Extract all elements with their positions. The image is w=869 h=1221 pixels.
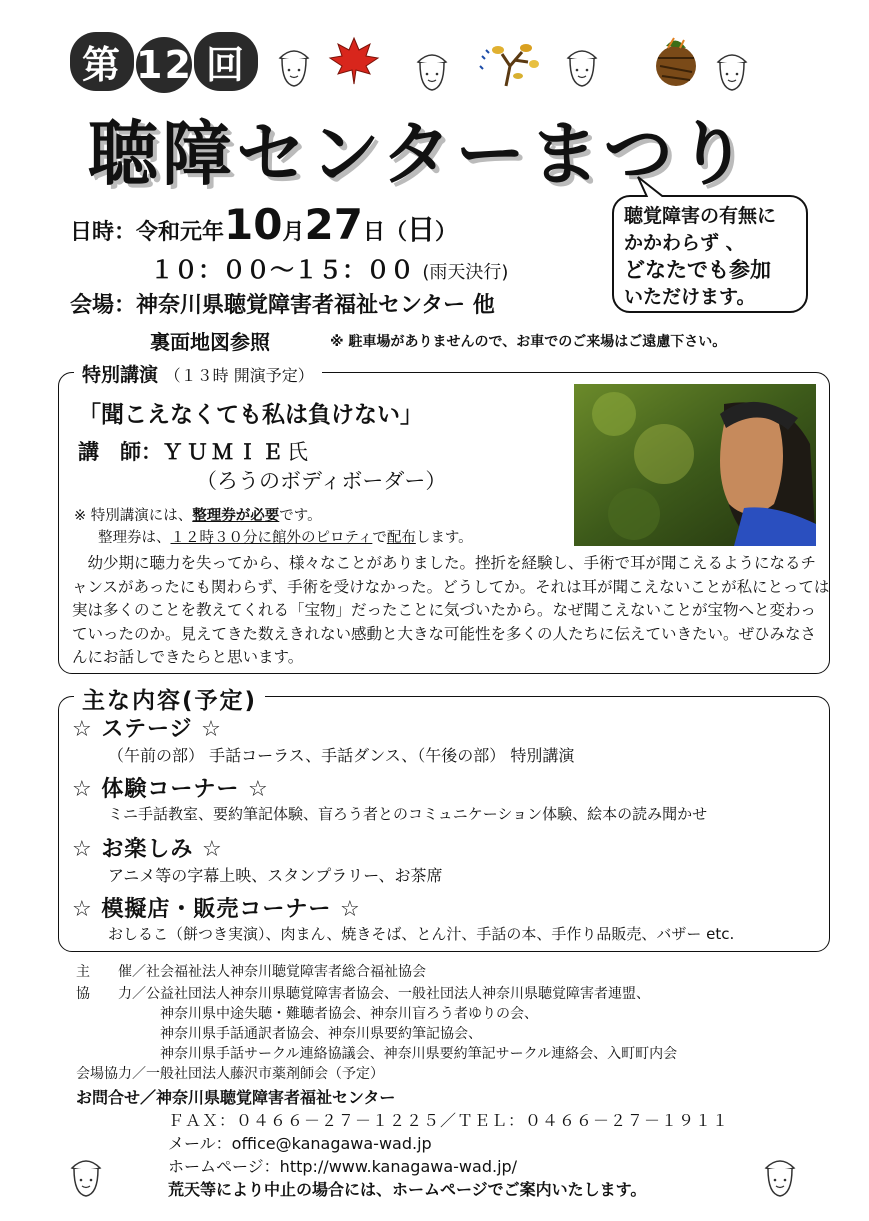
speaker-name: ＹＵＭＩＥ (162, 440, 287, 464)
bubble-tail-icon (636, 175, 676, 201)
bubble-line: 聴覚障害の有無に (624, 205, 777, 227)
weekday-close: ） (434, 220, 457, 245)
parking-note: ※ 駐車場がありませんので、お車でのご来場はご遠慮下さい。 (330, 334, 727, 350)
acorn-icon (274, 40, 314, 88)
organizer-host: 主 催／社会福祉法人神奈川聴覚障害者総合福祉協会 (76, 964, 426, 980)
contents-item-title: ☆ 体験コーナー ☆ (72, 777, 269, 802)
contents-item-desc: おしるこ（餅つき実演）、肉まん、焼きそば、とん汁、手話の本、手作り品販売、バザー etc. (108, 925, 735, 943)
acorn-icon (66, 1150, 106, 1198)
organizer-coop: 神奈川県手話通訳者協会、神奈川県要約筆記協会、 (160, 1026, 482, 1042)
event-date (70, 200, 457, 249)
month: 10 (224, 200, 283, 249)
speaker-label: 講 師： (78, 440, 162, 464)
maple-leaf-icon (326, 34, 382, 86)
speaker-role: （ろうのボディボーダー） (196, 469, 447, 493)
contents-item-title: ☆ 模擬店・販売コーナー ☆ (72, 897, 361, 922)
autumn-tree-icon (476, 36, 546, 88)
ticket-dist (98, 526, 473, 547)
ticket-dist-prefix: 整理券は、 (98, 530, 171, 546)
bubble-line: かかわらず 、 (624, 232, 745, 254)
contents-label: 主な内容(予定) (74, 682, 265, 715)
venue: 会場：神奈川県聴覚障害者福祉センター 他 (70, 293, 495, 318)
acorn-icon (712, 44, 752, 92)
acorn-icon (412, 44, 452, 92)
organizer-coop: 神奈川県中途失聴・難聴者協会、神奈川盲ろう者ゆりの会、 (160, 1006, 538, 1022)
day-unit: 日（ (362, 220, 407, 245)
organizer-coop: 協 力／公益社団法人神奈川県聴覚障害者協会、一般社団法人神奈川県聴覚障害者連盟、 (76, 986, 650, 1002)
lecture-body: 幼少期に聴力を失ってから、様々なことがありました。挫折を経験し、手術で耳が聞こえるようになるチャンスがあったにも関わらず、手術を受けなかった。どうしてか。それは耳が聞こえないことが私にとっては実は多くのことを教えてくれる「宝物」だったことに気づいたから。なぜ聞こえないことが宝物へと変わっていったのか。見えてきた数えきれない感動と大きな可能性を多くの人たちに伝えていきたい。ぜひみなさんにお話しできたらと思います。 (72, 554, 830, 666)
ticket-dist-mid: で (372, 530, 387, 546)
ticket-dist-emph2: 配布 (386, 530, 416, 546)
event-time (150, 250, 508, 285)
month-unit: 月 (282, 220, 305, 245)
edition-suffix: 回 (194, 32, 258, 91)
contents-item-desc: （午前の部） 手話コーラス、手話ダンス、（午後の部） 特別講演 (108, 746, 575, 765)
edition-prefix: 第 (70, 32, 134, 91)
organizer-coop: 神奈川県手話サークル連絡協議会、神奈川県要約筆記サークル連絡会、入町町内会 (160, 1046, 678, 1062)
bubble-line: いただけます。 (624, 286, 756, 308)
ticket-dist-suffix: します。 (415, 530, 473, 546)
contact-phone: ＦＡＸ：０４６６－２７－１２２５／ＴＥＬ：０４６６－２７－１９１１ (168, 1111, 730, 1130)
speaker-suffix: 氏 (287, 440, 308, 464)
day: 27 (304, 200, 363, 249)
organizer-venue: 会場協力／一般社団法人藤沢市薬剤師会（予定） (76, 1066, 384, 1082)
lecture-label (74, 360, 322, 387)
lecture-time-note: （１３時 開演予定） (164, 366, 314, 385)
contents-item-title: ☆ お楽しみ ☆ (72, 837, 223, 862)
cancel-note: 荒天等により中止の場合には、ホームページでご案内いたします。 (168, 1180, 647, 1199)
contact-label: お問合せ／神奈川県聴覚障害者福祉センター (76, 1088, 396, 1107)
time: １０：００～１５：００ (150, 256, 414, 284)
contents-item-desc: ミニ手話教室、要約筆記体験、盲ろう者とのコミュニケーション体験、絵本の読み聞かせ (108, 805, 708, 823)
chestnut-icon (650, 36, 702, 88)
ticket-note-suffix: です。 (279, 508, 322, 524)
main-title: 聴障センターまつり (88, 113, 752, 195)
weekday: 日 (406, 213, 435, 246)
acorn-icon (562, 40, 602, 88)
ticket-dist-emph1: １２時３０分に館外のピロティ (170, 530, 373, 546)
map-ref: 裏面地図参照 (150, 330, 270, 354)
acorn-icon (760, 1150, 800, 1198)
ticket-note-emph: 整理券が必要 (192, 508, 280, 524)
speaker (78, 436, 308, 466)
contents-item-desc: アニメ等の字幕上映、スタンプラリー、お茶席 (108, 866, 443, 885)
ticket-note (74, 504, 322, 525)
edition-badge (70, 32, 258, 93)
lecture-label-text: 特別講演 (82, 364, 159, 386)
ticket-note-prefix: ※ 特別講演には、 (74, 508, 193, 524)
lecture-title: 「聞こえなくても私は負けない」 (78, 402, 423, 428)
weather-note: (雨天決行) (422, 262, 509, 283)
contact-website[interactable]: ホームページ：http://www.kanagawa-wad.jp/ (168, 1157, 518, 1176)
speaker-photo (574, 384, 816, 546)
speech-bubble (612, 195, 808, 313)
contents-item-title: ☆ ステージ ☆ (72, 717, 222, 742)
edition-number: 12 (136, 37, 192, 93)
bubble-line: どなたでも参加 (624, 258, 771, 282)
contact-email[interactable]: メール：office@kanagawa-wad.jp (168, 1134, 432, 1153)
date-label: 日時：令和元年 (70, 220, 225, 245)
